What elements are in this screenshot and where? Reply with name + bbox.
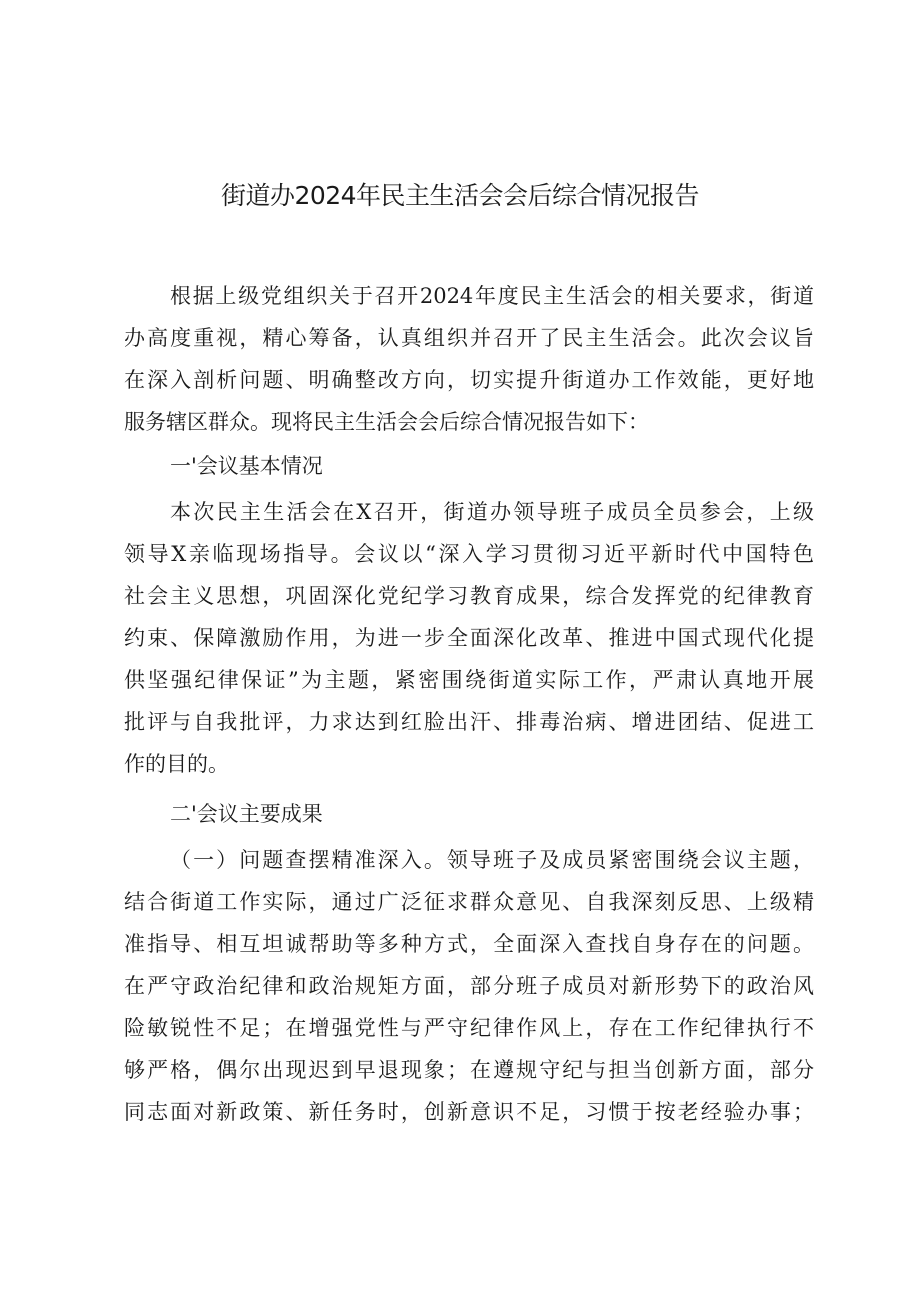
intro-line: 在深入剖析问题、明确整改方向，切实提升街道办工作效能，更好地 [124, 368, 814, 392]
section2-line: 险敏锐性不足；在增强党性与严守纪律作风上，存在工作纪律执行不 [124, 1016, 814, 1040]
intro-line: 服务辖区群众。现将民主生活会会后综合情况报告如下： [124, 410, 649, 434]
section-heading-main-results: 二'会议主要成果 [170, 802, 323, 826]
section1-line: 领导X亲临现场指导。会议以“深入学习贯彻习近平新时代中国特色 [124, 542, 814, 566]
section1-line: 本次民主生活会在X召开，街道办领导班子成员全员参会，上级 [170, 500, 814, 524]
section2-line: 准指导、相互坦诚帮助等多种方式，全面深入查找自身存在的问题。 [124, 932, 814, 956]
section1-line: 约束、保障激励作用，为进一步全面深化改革、推进中国式现代化提 [124, 626, 814, 650]
section-heading-basic-info: 一'会议基本情况 [170, 454, 323, 478]
section2-line: 同志面对新政策、新任务时，创新意识不足，习惯于按老经验办事； [124, 1100, 814, 1124]
section2-line: 在严守政治纪律和政治规矩方面，部分班子成员对新形势下的政治风 [124, 974, 814, 998]
section1-line: 社会主义思想，巩固深化党纪学习教育成果，综合发挥党的纪律教育 [124, 584, 814, 608]
section1-line: 作的目的。 [124, 752, 229, 776]
document-title: 街道办2024年民主生活会会后综合情况报告 [220, 181, 700, 210]
intro-line: 根据上级党组织关于召开2024年度民主生活会的相关要求，街道 [170, 284, 814, 308]
section2-line: 结合街道工作实际，通过广泛征求群众意见、自我深刻反思、上级精 [124, 890, 814, 914]
intro-line: 办高度重视，精心筹备，认真组织并召开了民主生活会。此次会议旨 [124, 326, 814, 350]
section2-line: （一）问题查摆精准深入。领导班子及成员紧密围绕会议主题， [170, 848, 814, 872]
section1-line: 批评与自我批评，力求达到红脸出汗、排毒治病、增进团结、促进工 [124, 710, 814, 734]
section1-line: 供坚强纪律保证”为主题，紧密围绕街道实际工作，严肃认真地开展 [124, 668, 814, 692]
section2-line: 够严格，偶尔出现迟到早退现象；在遵规守纪与担当创新方面，部分 [124, 1058, 814, 1082]
